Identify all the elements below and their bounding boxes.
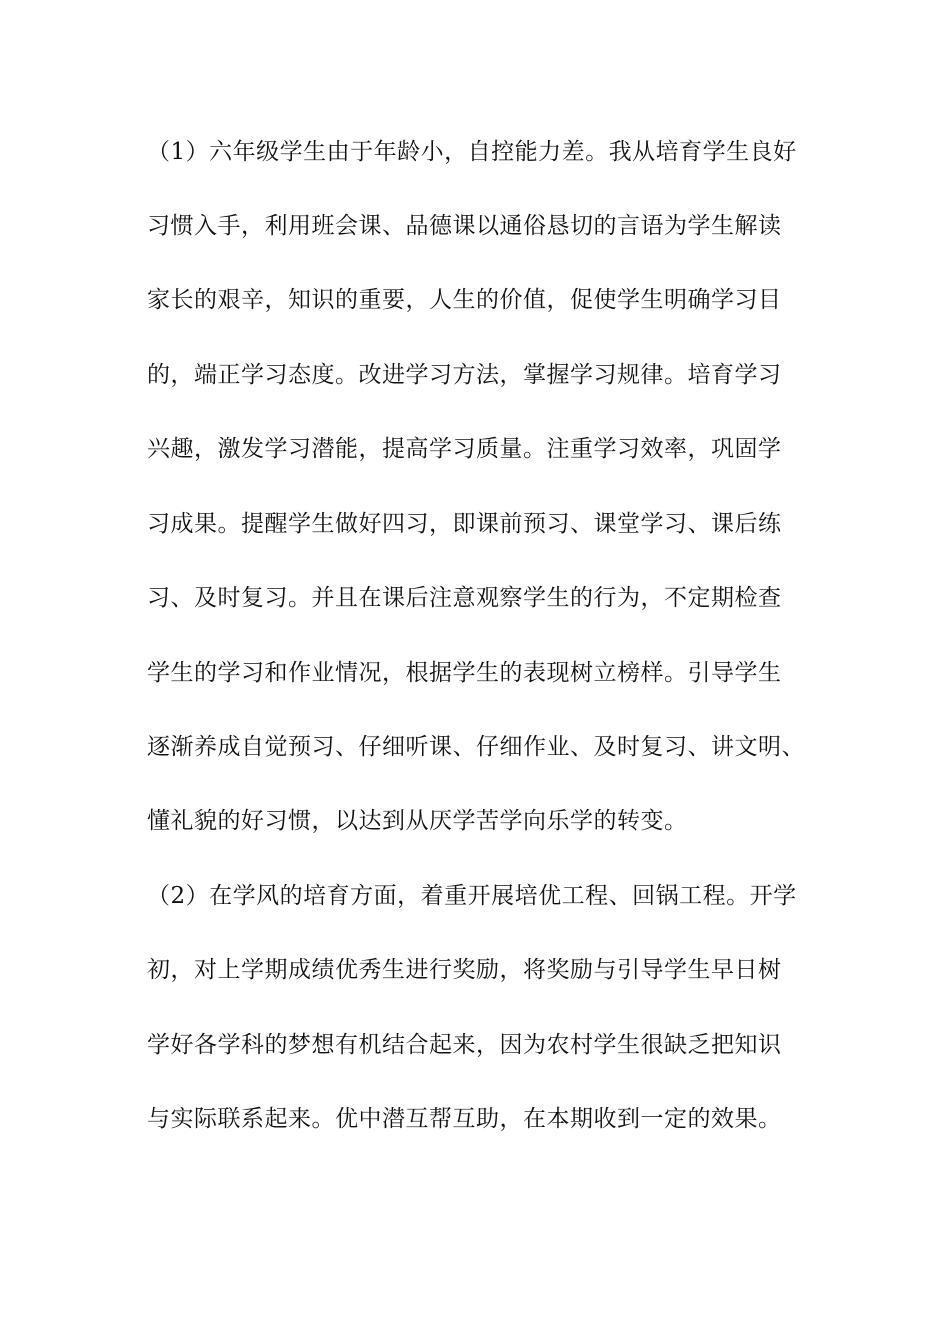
text-line: 兴趣，激发学习潜能，提高学习质量。注重学习效率，巩固学: [147, 436, 782, 462]
text-line: 的，端正学习态度。改进学习方法，掌握学习规律。培育学习: [147, 362, 782, 388]
text-line: 学生的学习和作业情况，根据学生的表现树立榜样。引导学生: [147, 660, 782, 686]
text-line: 逐渐养成自觉预习、仔细听课、仔细作业、及时复习、讲文明、: [147, 734, 805, 760]
text-line: （2）在学风的培育方面，着重开展培优工程、回锅工程。开学: [147, 883, 797, 909]
text-line: 习成果。提醒学生做好四习，即课前预习、课堂学习、课后练: [147, 511, 782, 537]
text-line: 与实际联系起来。优中潜互帮互助，在本期收到一定的效果。: [147, 1106, 782, 1132]
text-line: 懂礼貌的好习惯，以达到从厌学苦学向乐学的转变。: [147, 808, 688, 834]
text-line: 家长的艰辛，知识的重要，人生的价值，促使学生明确学习目: [147, 287, 782, 313]
text-line: 初，对上学期成绩优秀生进行奖励，将奖励与引导学生早日树: [147, 957, 782, 983]
text-line: 习、及时复习。并且在课后注意观察学生的行为，不定期检查: [147, 585, 782, 611]
text-line: （1）六年级学生由于年龄小，自控能力差。我从培育学生良好: [147, 139, 797, 165]
text-line: 习惯入手，利用班会课、品德课以通俗恳切的言语为学生解读: [147, 213, 782, 239]
text-line: 学好各学科的梦想有机结合起来，因为农村学生很缺乏把知识: [147, 1032, 782, 1058]
